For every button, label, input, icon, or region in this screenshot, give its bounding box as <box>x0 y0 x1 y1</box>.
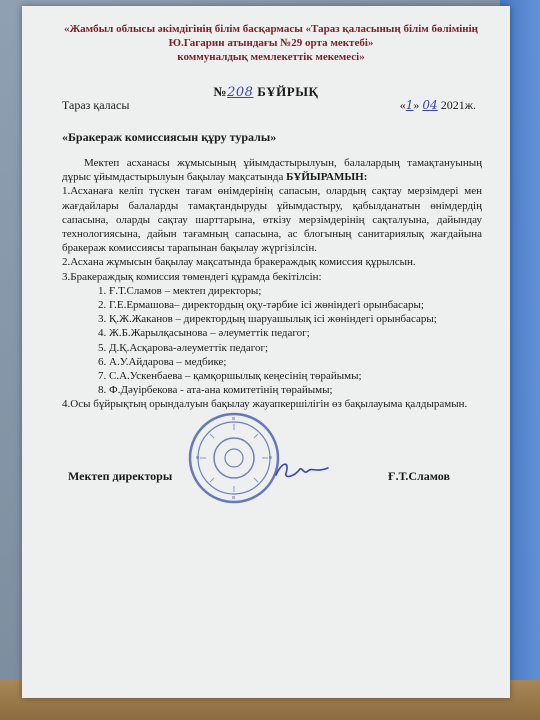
member-item: 1. Ғ.Т.Сламов – мектеп директоры; <box>98 284 262 297</box>
member-item: 7. С.А.Ускенбаева – қамқоршылық кеңесінің төрайымы; <box>98 370 362 383</box>
signature-title: Мектеп директоры <box>68 469 173 483</box>
order-number: 208 <box>227 85 254 100</box>
header-line-1: «Жамбыл облысы әкімдігінің білім басқармасы «Тараз қаласының білім бөлімінің <box>63 23 479 35</box>
item-1: 1.Асханаға келіп түскен тағам өнімдерінің сапасын, олардың сақтау мерзімдері мен жағдайлары балаларды тамақтандыруды ұйымдастыру, қабылданатын өнімдердің сапасына, оларды сақтау шарттарына, өткізу мерзімдерінің сақталуына, дайындау технологиясына, дайын тағамның сапасына, ас блогының санитариялық жағдайына бракераж комиссиясы тарапынан бақылау жүргізілсін. <box>62 185 482 255</box>
item-2: 2.Асхана жұмысын бақылау мақсатында бракераждық комиссия құрылсын. <box>62 256 416 269</box>
official-stamp <box>186 410 282 506</box>
commission-members <box>62 284 482 398</box>
signature-name: Ғ.Т.Сламов <box>387 469 450 483</box>
member-item: 3. Қ.Ж.Жаканов – директордың шаруашылық ісі жөніндегі орынбасары; <box>98 313 437 326</box>
order-number-prefix: № <box>213 84 228 99</box>
member-item: 2. Г.Е.Ермашова– директордың оқу-тәрбие ісі жөніндегі орынбасары; <box>98 299 424 312</box>
document-page <box>22 6 510 698</box>
date-day: 1 <box>405 98 414 112</box>
item-4: 4.Осы бұйрықтың орындалуын бақылау жауапкершілігін өз бақылауыма қалдырамын. <box>62 398 468 411</box>
date-month: 04 <box>422 98 438 112</box>
member-item: 4. Ж.Б.Жарылқасынова – әлеуметтік педагог; <box>98 327 310 340</box>
date-year: 2021ж. <box>440 98 476 112</box>
order-body <box>62 156 482 412</box>
city: Тараз қаласы <box>62 98 130 112</box>
member-item: 8. Ф.Дәуірбекова - ата-ана комитетінің төрайымы; <box>98 384 333 397</box>
order-verb: БҰЙЫРАМЫН: <box>286 171 368 184</box>
item-3: 3.Бракераждық комиссия төмендегі құрамда бекітілсін: <box>62 270 322 283</box>
order-subject: «Бракераж комиссиясын құру туралы» <box>62 130 277 144</box>
intro-paragraph: Мектеп асханасы жұмысының ұйымдастырылуын, балалардың тамақтануының дұрыс ұйымдастырылуын бақылау мақсатында БҰЙЫРАМЫН: <box>62 157 482 184</box>
header-line-3: коммуналдық мемлекеттік мекемесі» <box>177 51 365 63</box>
director-signature <box>272 457 332 483</box>
member-item: 5. Д.Қ.Асқарова-әлеуметтік педагог; <box>98 341 269 354</box>
member-item: 6. А.У.Айдарова – медбике; <box>98 355 227 368</box>
header-line-2: Ю.Гагарин атындағы №29 орта мектебі» <box>168 37 374 49</box>
document-header <box>42 22 500 64</box>
order-word: БҰЙРЫҚ <box>257 84 319 99</box>
date: «1» 04 2021ж. <box>399 98 476 112</box>
